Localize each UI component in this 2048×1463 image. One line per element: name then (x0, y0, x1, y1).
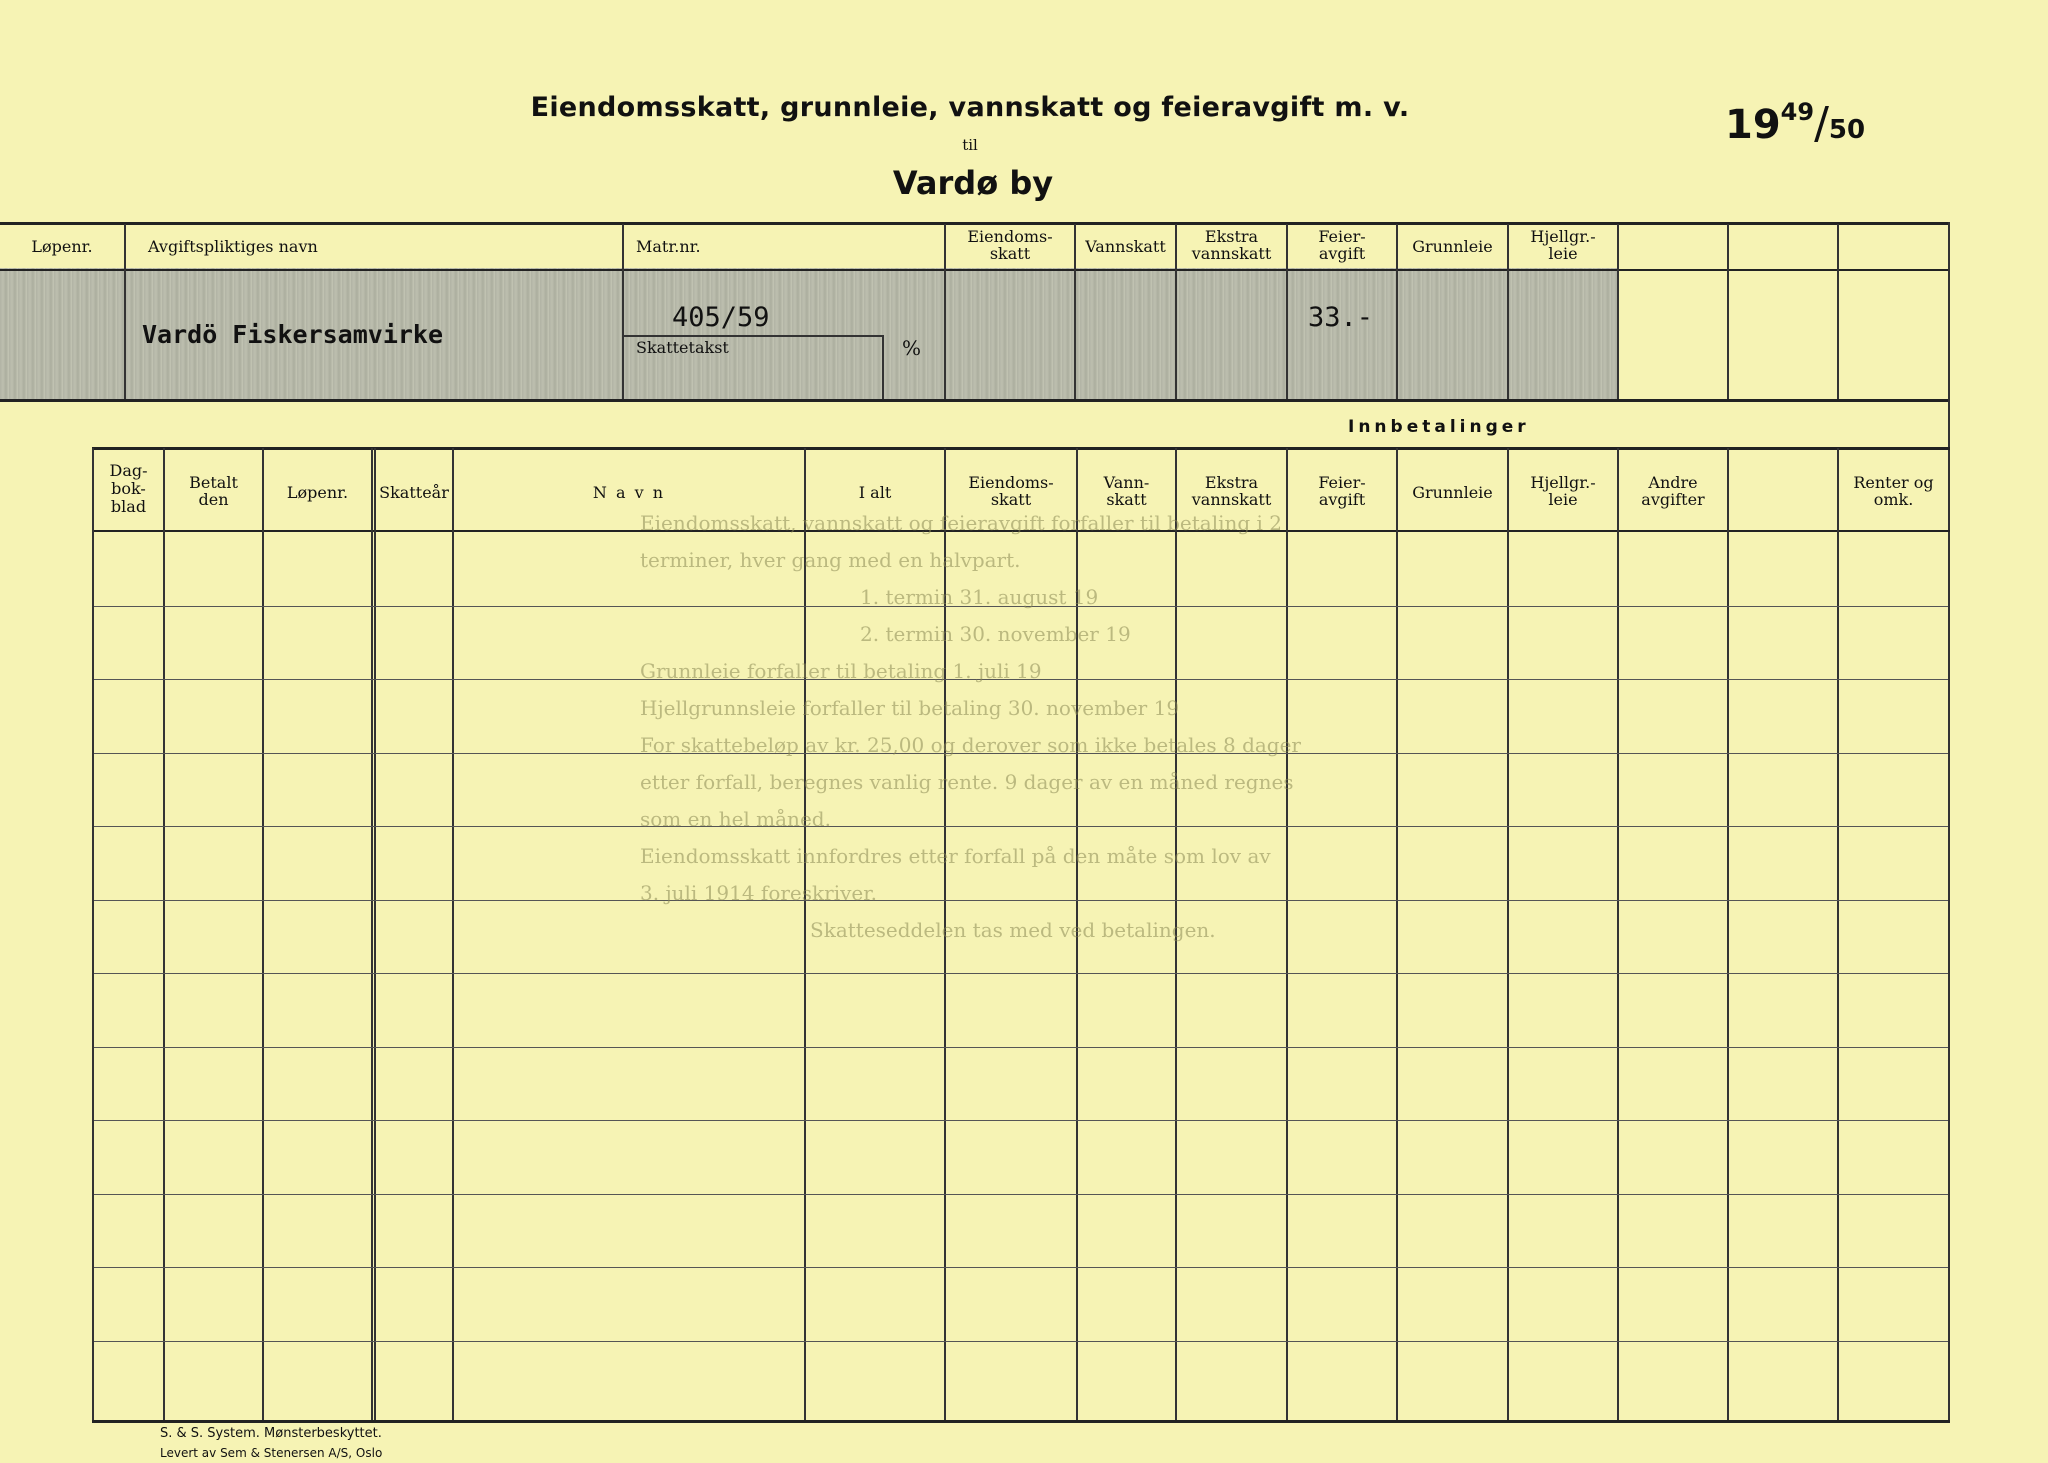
fiscal-year: $19^{49}/50$ (1725, 97, 1866, 149)
pay-col-feieravgift: Feier- avgift (1318, 473, 1366, 509)
form-title: Eiendomsskatt, grunnleie, vannskatt og feieravgift m. v. (530, 92, 1410, 123)
table-row-rule (94, 1120, 1948, 1121)
col-matr-nr: Matr.nr. (636, 237, 701, 256)
pay-col-betalt-den: Betalt den (189, 473, 238, 509)
pay-bottom-rule (92, 1420, 1950, 1423)
footer-printer: Levert av Sem & Stenersen A/S, Oslo (160, 1446, 383, 1460)
footer-system: S. & S. System. Mønsterbeskyttet. (160, 1426, 382, 1441)
top-header-rule (0, 269, 1950, 271)
form-city: Vardø by (892, 164, 1054, 202)
col-ekstra-vannskatt: Ekstra vannskatt (1191, 227, 1272, 263)
taxpayer-name: Vardö Fiskersamvirke (142, 320, 444, 349)
percent-sign: % (902, 336, 922, 360)
table-row-rule (94, 973, 1948, 974)
pay-col-ekstra-vannskatt: Ekstra vannskatt (1191, 473, 1272, 509)
pay-col-vannskatt: Vann- skatt (1103, 473, 1150, 509)
col-feieravgift: Feier- avgift (1318, 227, 1366, 263)
right-border (1948, 222, 1950, 1422)
innbetalinger-title: Innbetalinger (1348, 417, 1530, 437)
col-lopenr: Løpenr. (31, 237, 93, 256)
feieravgift-value: 33.- (1308, 302, 1374, 333)
show-through-notes: Eiendomsskatt, vannskatt og feieravgift forfaller til betaling i 2 terminer, hver gang med en halvpart. 1. termin 31. august 19 2. termin 30. november 19 Grunnleie forfaller til betaling 1. juli 19 Hjellgrunnsleie forfaller til betaling 30. november 19 For skattebeløp av kr. 25,00 og derover som ikke betales 8 dager etter forfall, beregnes vanlig rente. 9 dager av en måned regnes som en hel måned. Eiendomsskatt innfordres etter forfall på den måte som lov av 3. juli 1914 foreskriver. Skatteseddelen tas med ved betalingen. (640, 511, 1301, 942)
pay-col-dagbokblad: Dag- bok- blad (109, 461, 148, 516)
pay-col-renter-og-omk: Renter og omk. (1853, 473, 1934, 509)
top-rule (0, 222, 1950, 225)
pay-col-andre-avgifter: Andre avgifter (1641, 473, 1705, 509)
record-bottom-rule (0, 399, 1950, 402)
col-eiendomsskatt: Eiendoms- skatt (967, 227, 1053, 263)
col-hjellgr-leie: Hjellgr.- leie (1530, 227, 1596, 263)
matr-nr-value: 405/59 (672, 302, 770, 333)
table-row-rule (94, 1194, 1948, 1195)
col-avgiftspliktiges-navn: Avgiftspliktiges navn (148, 237, 318, 256)
pay-col-eiendomsskatt: Eiendoms- skatt (968, 473, 1054, 509)
pay-col-navn: N a v n (592, 483, 666, 502)
skattetakst-label: Skattetakst (636, 338, 729, 357)
pay-col-skattear: Skatteår (379, 483, 449, 502)
col-vannskatt: Vannskatt (1085, 237, 1166, 256)
matr-divider (622, 335, 882, 337)
table-row-rule (94, 1341, 1948, 1342)
table-row-rule (94, 1047, 1948, 1048)
form-til: til (962, 136, 978, 154)
pay-col-hjellgr-leie: Hjellgr.- leie (1530, 473, 1596, 509)
pay-left-border (92, 448, 94, 1422)
pay-col-grunnleie: Grunnleie (1412, 483, 1493, 502)
col-grunnleie: Grunnleie (1412, 237, 1493, 256)
pay-col-i-alt: I alt (858, 483, 892, 502)
table-row-rule (94, 1267, 1948, 1268)
pay-col-lopenr: Løpenr. (286, 483, 349, 502)
percent-divider (882, 335, 884, 399)
